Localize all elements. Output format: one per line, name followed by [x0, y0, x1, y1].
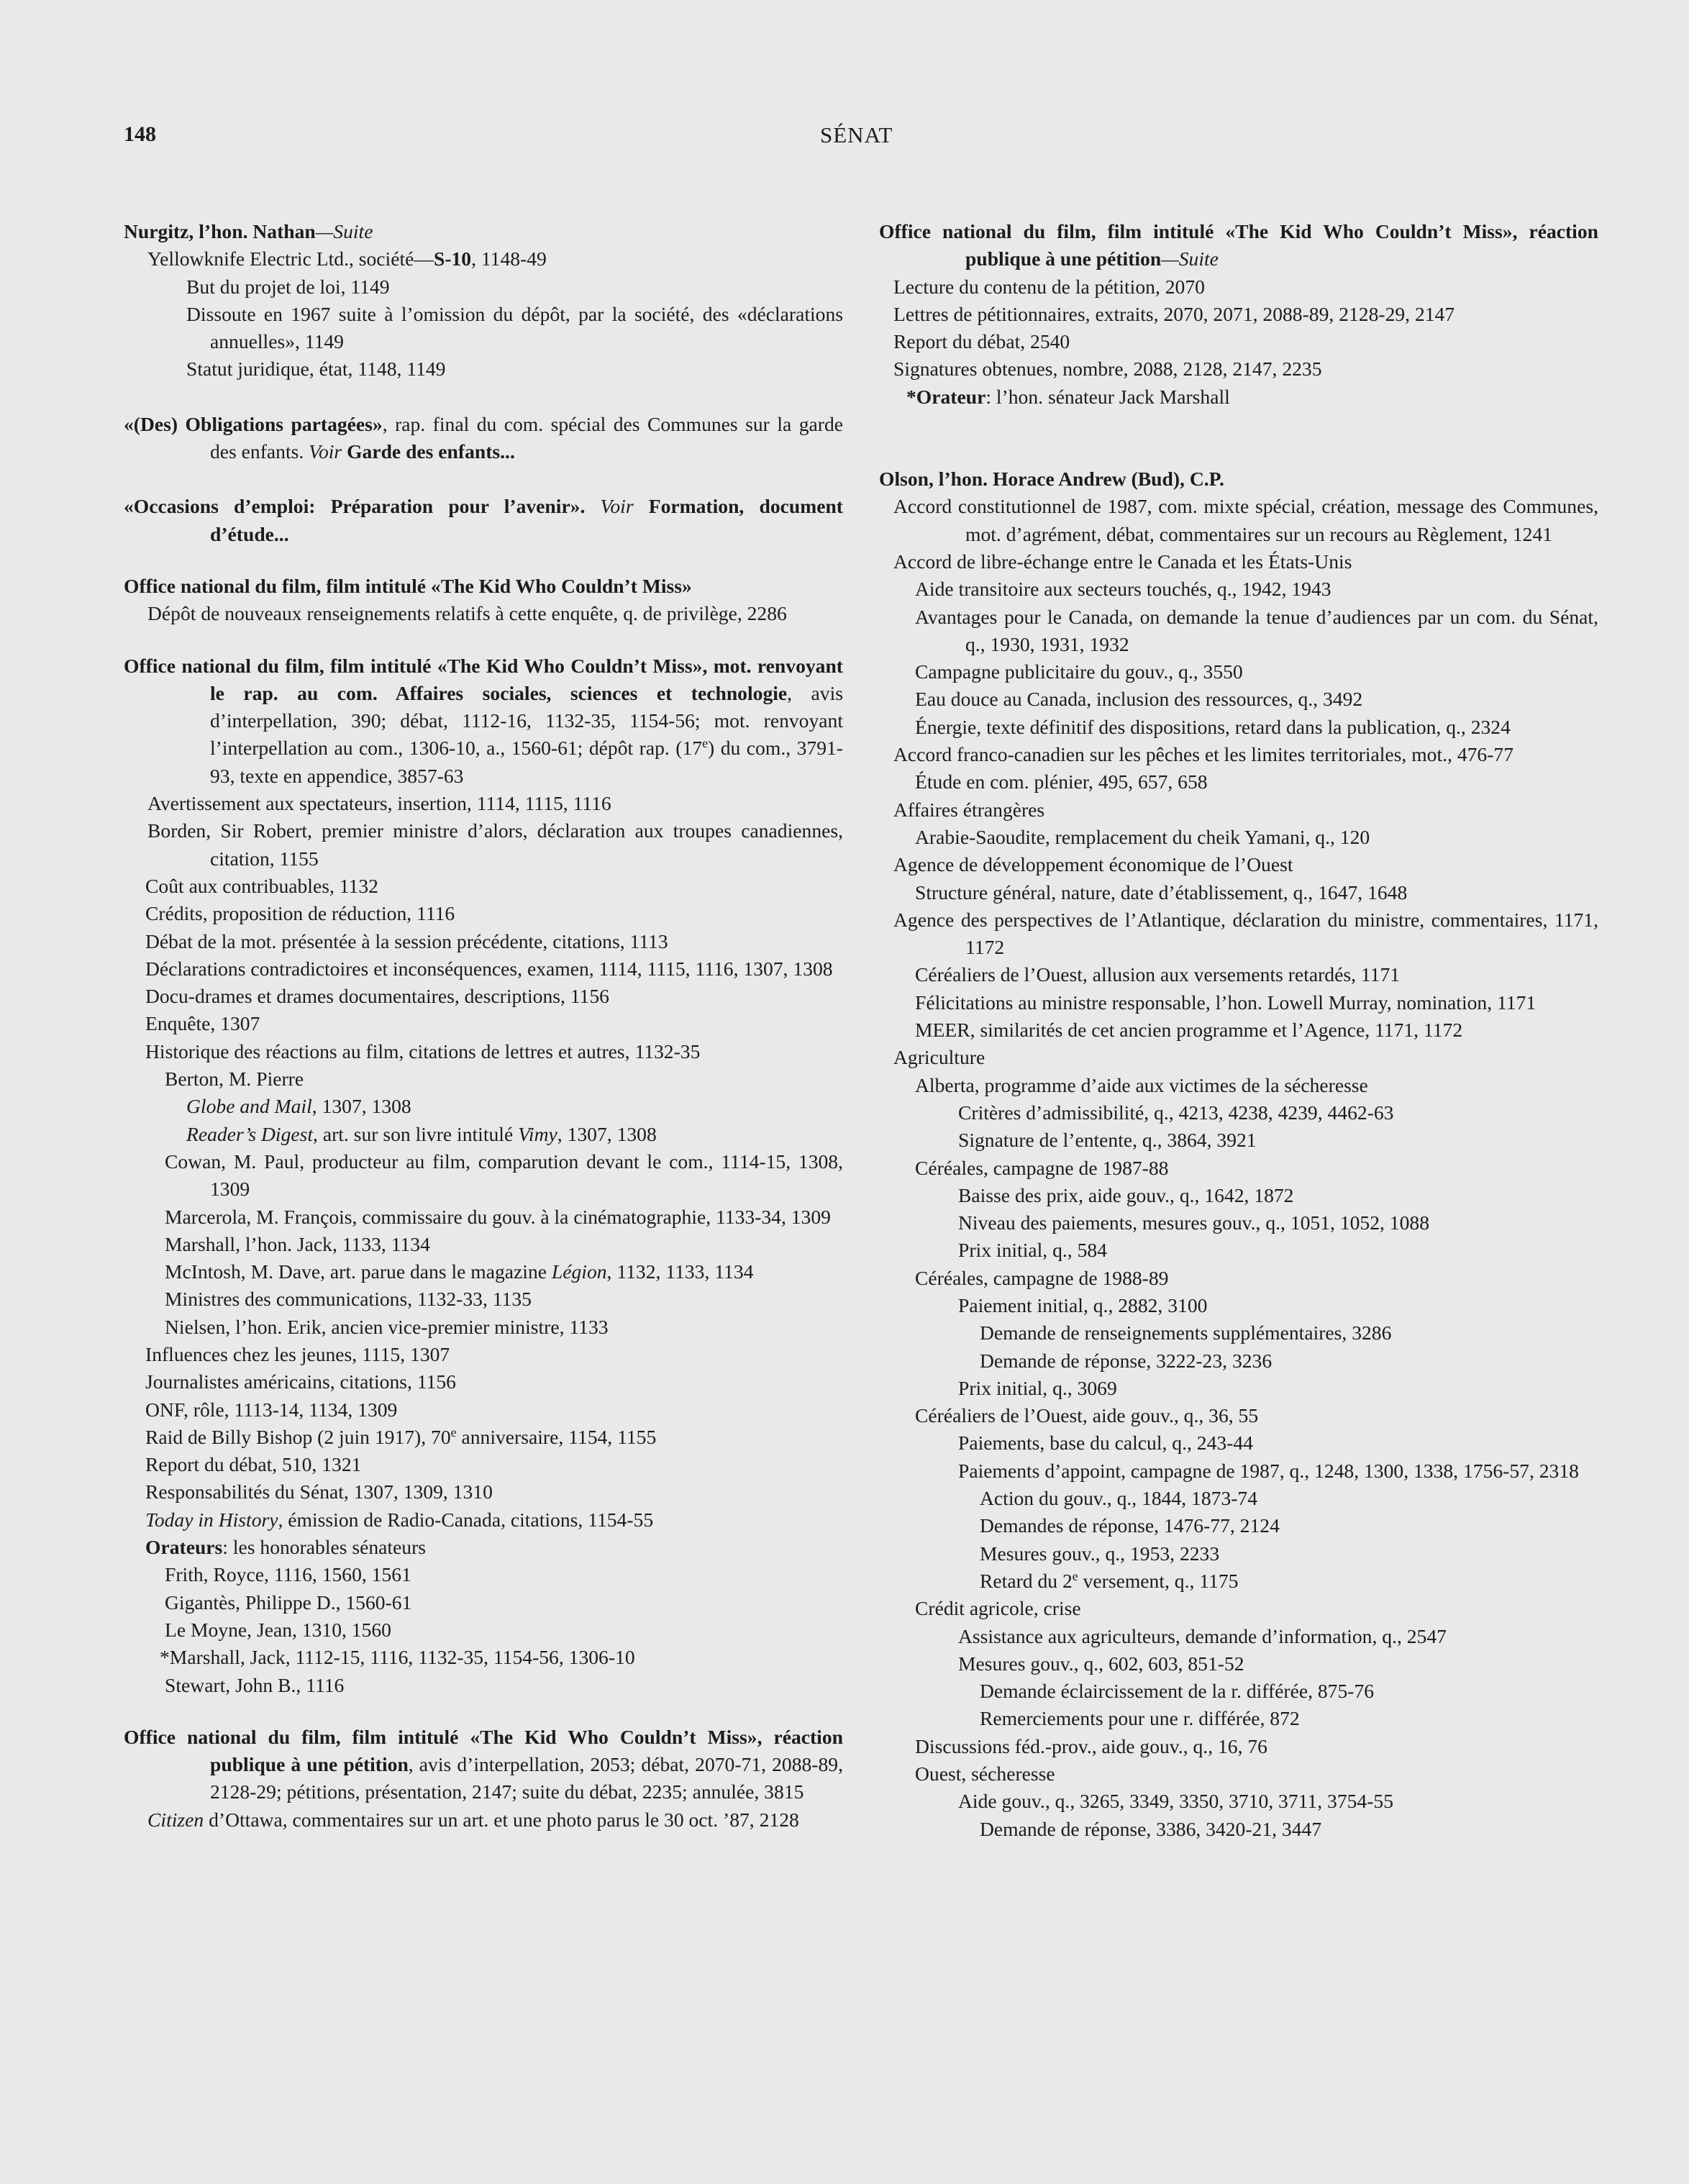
- index-subentry: Aide transitoire aux secteurs touchés, q., 1942, 1943: [915, 578, 1331, 601]
- index-heading: Office national du film, film intitulé «The Kid Who Couldn’t Miss», mot. renvoyant le rap. au com. Affaires sociales, sciences et technologie, avis d’interpellation, 390; débat, 1112-16, 1132-35, 1154-56; mot. renvoyant l’interpellation au com., 1306-10, a., 1560-61; dépôt rap. (17e) du com., 3791-93, texte en appendice, 3857-63: [124, 654, 843, 787]
- index-subentry: Lettres de pétitionnaires, extraits, 2070, 2071, 2088-89, 2128-29, 2147: [893, 302, 1455, 325]
- index-subentry: Prix initial, q., 584: [958, 1239, 1107, 1262]
- index-subentry: Paiement initial, q., 2882, 3100: [958, 1293, 1208, 1316]
- running-head: SÉNAT: [820, 122, 893, 147]
- index-subentry: Niveau des paiements, mesures gouv., q., 1051, 1052, 1088: [958, 1211, 1429, 1234]
- index-subentry: But du projet de loi, 1149: [186, 275, 390, 298]
- index-subentry: Journalistes américains, citations, 1156: [145, 1370, 456, 1393]
- index-subentry: Docu-drames et drames documentaires, descriptions, 1156: [145, 985, 609, 1008]
- page-number: 148: [124, 122, 156, 146]
- index-subentry: Campagne publicitaire du gouv., q., 3550: [915, 660, 1243, 683]
- index-subentry: Avantages pour le Canada, on demande la tenue d’audiences par un com. du Sénat, q., 1930, 1931, 1932: [915, 605, 1598, 655]
- index-subentry: Ouest, sécheresse: [915, 1762, 1055, 1785]
- index-subentry: Dépôt de nouveaux renseignements relatifs à cette enquête, q. de privilège, 2286: [147, 602, 787, 625]
- index-subentry: Énergie, texte définitif des dispositions, retard dans la publication, q., 2324: [915, 715, 1511, 738]
- index-subentry: Demande de renseignements supplémentaires, 3286: [980, 1321, 1392, 1344]
- index-subentry: McIntosh, M. Dave, art. parue dans le magazine Légion, 1132, 1133, 1134: [165, 1260, 754, 1283]
- index-subentry: Lecture du contenu de la pétition, 2070: [893, 275, 1205, 298]
- index-subentry: Yellowknife Electric Ltd., société—S-10, 1148-49: [147, 247, 547, 270]
- index-subentry: Signatures obtenues, nombre, 2088, 2128, 2147, 2235: [893, 358, 1322, 381]
- index-subentry: Action du gouv., q., 1844, 1873-74: [980, 1487, 1258, 1510]
- index-subentry: *Orateur: l’hon. sénateur Jack Marshall: [906, 385, 1230, 408]
- index-subentry: Le Moyne, Jean, 1310, 1560: [165, 1618, 391, 1641]
- index-subentry: Paiements, base du calcul, q., 243-44: [958, 1432, 1253, 1455]
- index-subentry: Retard du 2e versement, q., 1175: [980, 1568, 1239, 1592]
- index-subentry: Agriculture: [893, 1046, 985, 1069]
- index-subentry: Crédits, proposition de réduction, 1116: [145, 902, 455, 925]
- left-column: [124, 218, 843, 1834]
- index-heading: «Occasions d’emploi: Préparation pour l’avenir». Voir Formation, document d’étude...: [124, 495, 843, 545]
- index-subentry: Cowan, M. Paul, producteur au film, comparution devant le com., 1114-15, 1308, 1309: [165, 1150, 843, 1201]
- index-subentry: *Marshall, Jack, 1112-15, 1116, 1132-35, 1154-56, 1306-10: [160, 1646, 635, 1669]
- index-subentry: Orateurs: les honorables sénateurs: [145, 1536, 427, 1559]
- index-subentry: Céréales, campagne de 1987-88: [915, 1156, 1169, 1179]
- index-subentry: Crédit agricole, crise: [915, 1597, 1081, 1620]
- index-subentry: Céréaliers de l’Ouest, allusion aux versements retardés, 1171: [915, 963, 1401, 986]
- index-subentry: Alberta, programme d’aide aux victimes de la sécheresse: [915, 1073, 1368, 1096]
- index-subentry: Demande de réponse, 3386, 3420-21, 3447: [980, 1817, 1322, 1840]
- index-subentry: Globe and Mail, 1307, 1308: [186, 1095, 411, 1118]
- index-subentry: Eau douce au Canada, inclusion des ressources, q., 3492: [915, 688, 1363, 711]
- index-subentry: Assistance aux agriculteurs, demande d’information, q., 2547: [958, 1624, 1447, 1647]
- index-subentry: Discussions féd.-prov., aide gouv., q., 16, 76: [915, 1734, 1267, 1757]
- index-subentry: Dissoute en 1967 suite à l’omission du dépôt, par la société, des «déclarations annuelles», 1149: [186, 302, 843, 353]
- index-subentry: Coût aux contribuables, 1132: [145, 874, 378, 897]
- index-subentry: Accord de libre-échange entre le Canada et les États-Unis: [893, 550, 1352, 573]
- index-subentry: Accord franco-canadien sur les pêches et les limites territoriales, mot., 476-77: [893, 743, 1513, 766]
- index-subentry: Céréales, campagne de 1988-89: [915, 1266, 1169, 1289]
- index-subentry: Today in History, émission de Radio-Canada, citations, 1154-55: [145, 1508, 654, 1531]
- index-subentry: Mesures gouv., q., 1953, 2233: [980, 1542, 1220, 1565]
- index-subentry: ONF, rôle, 1113-14, 1134, 1309: [145, 1398, 398, 1421]
- index-subentry: Critères d’admissibilité, q., 4213, 4238, 4239, 4462-63: [958, 1101, 1394, 1124]
- index-subentry: Remerciements pour une r. différée, 872: [980, 1707, 1300, 1730]
- index-subentry: Étude en com. plénier, 495, 657, 658: [915, 770, 1208, 793]
- index-subentry: Raid de Billy Bishop (2 juin 1917), 70e anniversaire, 1154, 1155: [145, 1424, 657, 1448]
- index-heading: Office national du film, film intitulé «The Kid Who Couldn’t Miss», réaction publique à une pétition—Suite: [879, 220, 1598, 270]
- index-subentry: Berton, M. Pierre: [165, 1068, 304, 1091]
- index-subentry: Nielsen, l’hon. Erik, ancien vice-premier ministre, 1133: [165, 1315, 609, 1338]
- index-subentry: Paiements d’appoint, campagne de 1987, q., 1248, 1300, 1338, 1756-57, 2318: [958, 1459, 1579, 1482]
- index-subentry: Gigantès, Philippe D., 1560-61: [165, 1591, 412, 1614]
- index-subentry: Ministres des communications, 1132-33, 1135: [165, 1288, 532, 1311]
- index-subentry: Déclarations contradictoires et inconséquences, examen, 1114, 1115, 1116, 1307, 1308: [145, 957, 833, 980]
- index-subentry: Agence de développement économique de l’Ouest: [893, 853, 1293, 876]
- index-subentry: Accord constitutionnel de 1987, com. mixte spécial, création, message des Communes, mot. d’agrément, débat, commentaires sur un recours au Règlement, 1241: [893, 495, 1598, 545]
- index-subentry: Enquête, 1307: [145, 1012, 260, 1035]
- index-subentry: MEER, similarités de cet ancien programme et l’Agence, 1171, 1172: [915, 1019, 1463, 1042]
- index-subentry: Marshall, l’hon. Jack, 1133, 1134: [165, 1232, 430, 1255]
- right-column: [879, 218, 1598, 1843]
- index-subentry: Stewart, John B., 1116: [165, 1673, 345, 1696]
- index-subentry: Affaires étrangères: [893, 798, 1045, 821]
- index-subentry: Reader’s Digest, art. sur son livre intitulé Vimy, 1307, 1308: [186, 1122, 657, 1145]
- index-subentry: Demande de réponse, 3222-23, 3236: [980, 1349, 1273, 1372]
- index-subentry: Statut juridique, état, 1148, 1149: [186, 358, 446, 381]
- index-heading: Office national du film, film intitulé «The Kid Who Couldn’t Miss»: [124, 574, 692, 597]
- index-subentry: Report du débat, 2540: [893, 330, 1070, 353]
- index-subentry: Marcerola, M. François, commissaire du gouv. à la cinématographie, 1133-34, 1309: [165, 1205, 831, 1228]
- index-subentry: Responsabilités du Sénat, 1307, 1309, 1310: [145, 1480, 493, 1503]
- index-subentry: Historique des réactions au film, citations de lettres et autres, 1132-35: [145, 1039, 701, 1063]
- index-subentry: Influences chez les jeunes, 1115, 1307: [145, 1342, 450, 1365]
- index-subentry: Aide gouv., q., 3265, 3349, 3350, 3710, 3711, 3754-55: [958, 1790, 1393, 1813]
- index-subentry: Prix initial, q., 3069: [958, 1376, 1117, 1399]
- index-subentry: Débat de la mot. présentée à la session précédente, citations, 1113: [145, 929, 668, 952]
- index-heading: «(Des) Obligations partagées», rap. final du com. spécial des Communes sur la garde des enfants. Voir Garde des enfants...: [124, 412, 843, 463]
- index-subentry: Citizen d’Ottawa, commentaires sur un art. et une photo parus le 30 oct. ’87, 2128: [147, 1808, 799, 1831]
- index-heading: Office national du film, film intitulé «The Kid Who Couldn’t Miss», réaction publique à une pétition, avis d’interpellation, 2053; débat, 2070-71, 2088-89, 2128-29; pétitions, présentation, 2147; suite du débat, 2235; annulée, 3815: [124, 1725, 843, 1803]
- index-subentry: Demandes de réponse, 1476-77, 2124: [980, 1514, 1280, 1537]
- index-subentry: Frith, Royce, 1116, 1560, 1561: [165, 1563, 411, 1586]
- index-subentry: Structure général, nature, date d’établissement, q., 1647, 1648: [915, 881, 1408, 904]
- index-subentry: Signature de l’entente, q., 3864, 3921: [958, 1129, 1257, 1152]
- index-heading: Olson, l’hon. Horace Andrew (Bud), C.P.: [879, 468, 1224, 491]
- index-subentry: Report du débat, 510, 1321: [145, 1453, 362, 1476]
- index-subentry: Demande éclaircissement de la r. différée, 875-76: [980, 1680, 1375, 1703]
- index-subentry: Agence des perspectives de l’Atlantique, déclaration du ministre, commentaires, 1171, 1172: [893, 908, 1598, 959]
- index-subentry: Borden, Sir Robert, premier ministre d’alors, déclaration aux troupes canadiennes, citation, 1155: [147, 819, 843, 870]
- index-subentry: Félicitations au ministre responsable, l’hon. Lowell Murray, nomination, 1171: [915, 991, 1537, 1014]
- index-subentry: Céréaliers de l’Ouest, aide gouv., q., 36, 55: [915, 1404, 1259, 1427]
- index-subentry: Arabie-Saoudite, remplacement du cheik Yamani, q., 120: [915, 825, 1370, 848]
- index-subentry: Baisse des prix, aide gouv., q., 1642, 1872: [958, 1183, 1294, 1206]
- index-subentry: Avertissement aux spectateurs, insertion, 1114, 1115, 1116: [147, 792, 611, 815]
- index-subentry: Mesures gouv., q., 602, 603, 851-52: [958, 1652, 1244, 1675]
- index-heading: Nurgitz, l’hon. Nathan—Suite: [124, 220, 373, 242]
